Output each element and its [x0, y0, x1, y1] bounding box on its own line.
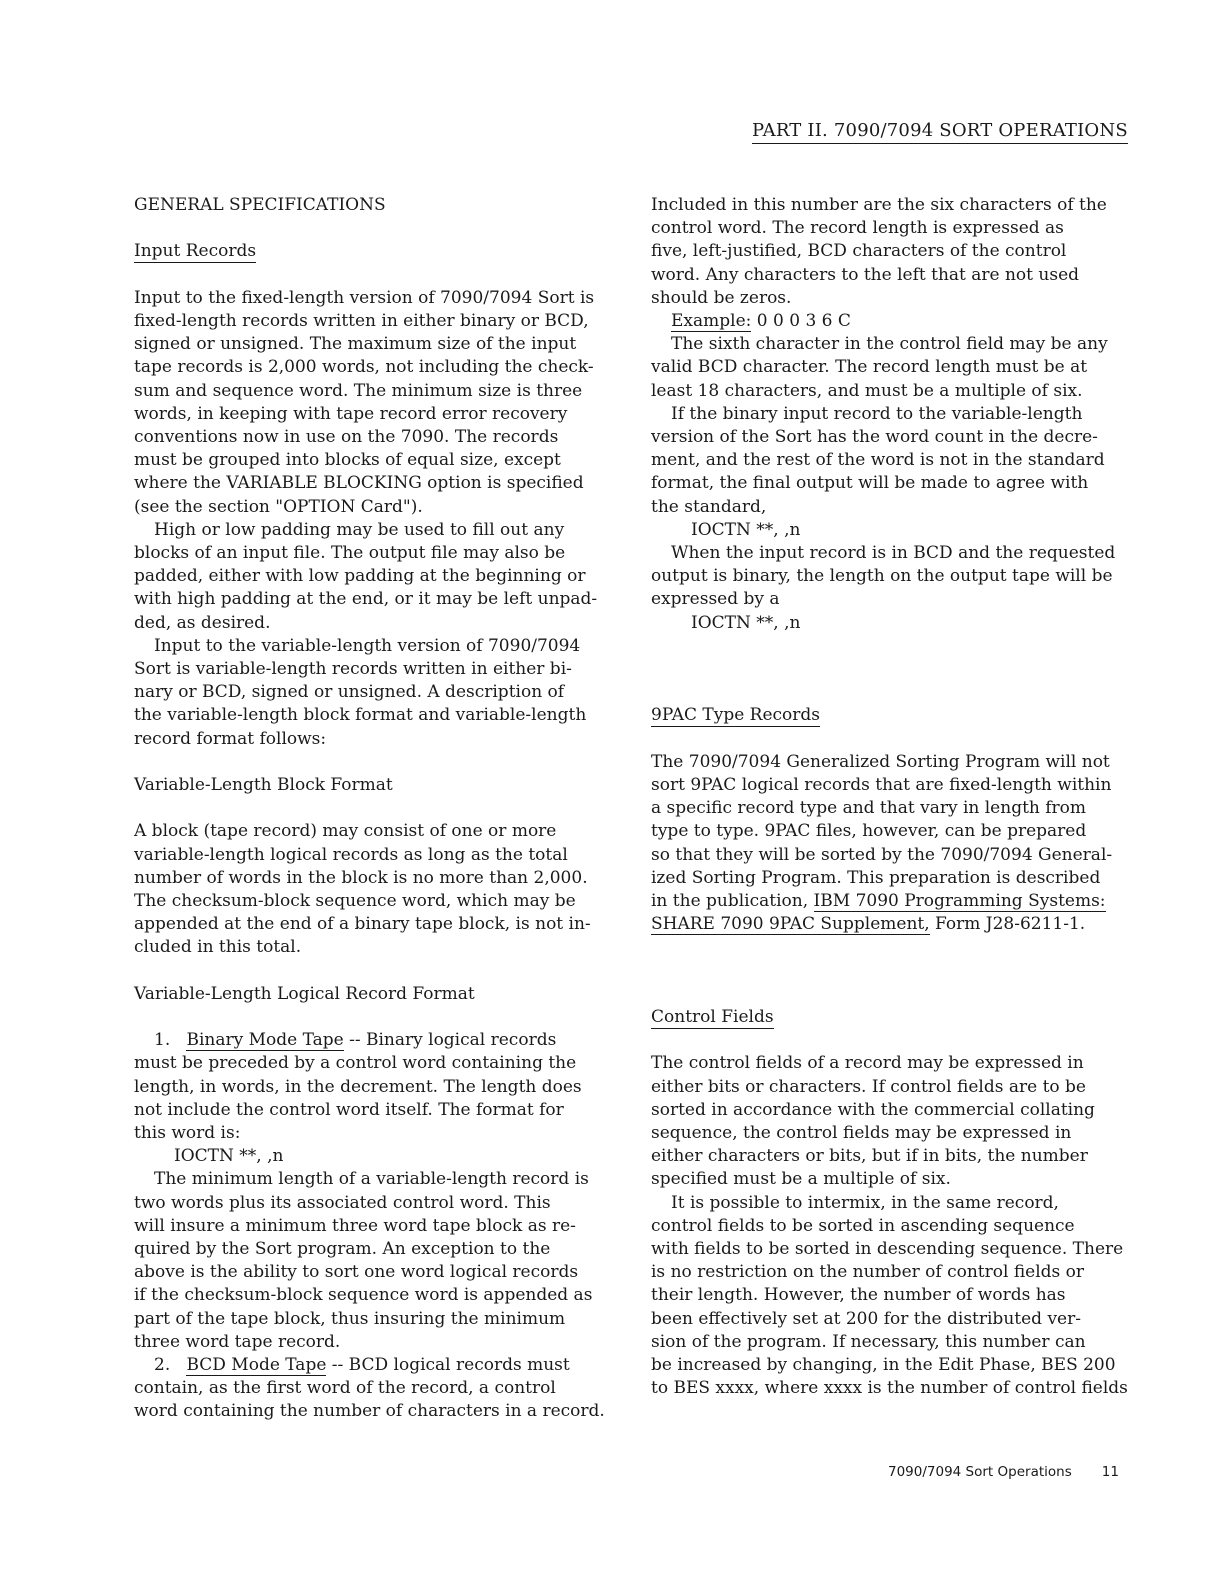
text-line: The checksum-block sequence word, which may be: [134, 891, 576, 912]
text-line: contain, as the first word of the record, a control: [134, 1378, 556, 1399]
list-item-binary-mode: [134, 1029, 614, 1354]
text-line: The 7090/7094 Generalized Sorting Program will not: [651, 751, 1110, 772]
text-line: sum and sequence word. The minimum size is three: [134, 380, 583, 401]
text-line: part of the tape block, thus insuring the minimum: [134, 1308, 566, 1329]
text-line: version of the Sort has the word count in the decre-: [651, 427, 1098, 448]
text-line: control fields to be sorted in ascending sequence: [651, 1215, 1075, 1236]
text-line: expressed by a: [651, 589, 780, 610]
text-line: a specific record type and that vary in length from: [651, 798, 1087, 819]
text-line: their length. However, the number of words has: [651, 1285, 1066, 1306]
left-column: [134, 194, 614, 1424]
page-number: 11: [1101, 1464, 1119, 1480]
text-fragment: in the publication,: [651, 891, 814, 912]
text-line: tape records is 2,000 words, not including the check-: [134, 357, 594, 378]
text-line: if the checksum-block sequence word is appended as: [134, 1285, 593, 1306]
text-line: conventions now in use on the 7090. The records: [134, 427, 559, 447]
text-line: [651, 890, 1131, 913]
text-line: with high padding at the end, or it may be left unpad-: [134, 589, 598, 610]
text-line: be increased by changing, in the Edit Phase, BES 200: [651, 1355, 1116, 1376]
9pac-type-records-heading: 9PAC Type Records: [651, 705, 821, 726]
text-line: this word is:: [134, 1123, 241, 1144]
text-line: High or low padding may be used to fill out any: [154, 519, 565, 540]
list-number: 2.: [154, 1355, 171, 1376]
text-line: If the binary input record to the variable-length: [671, 403, 1083, 424]
text-line: valid BCD character. The record length must be at: [651, 357, 1088, 378]
publication-title: IBM 7090 Programming Systems:: [813, 891, 1106, 912]
text-line: sorted in accordance with the commercial collating: [651, 1099, 1095, 1120]
text-line: cluded in this total.: [134, 937, 302, 958]
binary-mode-tape-title: Binary Mode Tape: [186, 1030, 344, 1051]
text-line: must be preceded by a control word containing the: [134, 1053, 577, 1074]
text-line: should be zeros.: [651, 287, 792, 308]
text-line: appended at the end of a binary tape block, is not in-: [134, 914, 591, 935]
paragraph-padding: [134, 519, 614, 635]
text-line: number of words in the block is no more than 2,000.: [134, 867, 588, 888]
text-line: been effectively set at 200 for the distributed ver-: [651, 1308, 1081, 1329]
text-line: The minimum length of a variable-length record is: [154, 1169, 589, 1190]
text-line: must be grouped into blocks of equal size, except: [134, 450, 561, 471]
text-line: Sort is variable-length records written in either bi-: [134, 659, 572, 680]
text-line: with fields to be sorted in descending sequence. There: [651, 1239, 1124, 1260]
text-line: five, left-justified, BCD characters of the control: [651, 241, 1067, 262]
text-line: least 18 characters, and must be a multiple of six.: [651, 380, 1083, 401]
text-fragment: -- Binary logical records: [343, 1030, 557, 1051]
text-line: variable-length logical records as long as the total: [134, 844, 568, 865]
example-line: [651, 310, 1131, 333]
example-value: 0 0 0 3 6 C: [751, 311, 851, 332]
text-line: the variable-length block format and variable-length: [134, 705, 587, 726]
text-line: words, in keeping with tape record error recovery: [134, 403, 568, 424]
paragraph-9pac: [651, 751, 1131, 937]
text-line: two words plus its associated control word. This: [134, 1192, 551, 1213]
text-line: Input to the variable-length version of 7090/7094: [154, 635, 581, 656]
code-line: IOCTN **, ,n: [174, 1146, 284, 1167]
text-line: three word tape record.: [134, 1331, 341, 1352]
part-header: PART II. 7090/7094 SORT OPERATIONS: [752, 120, 1128, 144]
text-line: so that they will be sorted by the 7090/7094 General-: [651, 844, 1113, 865]
page-footer: [888, 1464, 1119, 1480]
text-line: sequence, the control fields may be expressed in: [651, 1123, 1072, 1143]
text-line: blocks of an input file. The output file may also be: [134, 543, 566, 564]
paragraph-control-word: [651, 194, 1131, 635]
control-fields-heading: Control Fields: [651, 1007, 774, 1027]
text-line: fixed-length records written in either binary or BCD,: [134, 310, 589, 331]
text-line: record format follows:: [134, 728, 327, 749]
list-item-bcd-mode: [134, 1354, 614, 1424]
bcd-mode-tape-title: BCD Mode Tape: [186, 1355, 327, 1376]
publication-title: SHARE 7090 9PAC Supplement,: [651, 914, 930, 935]
publication-form: Form J28-6211-1.: [929, 914, 1086, 935]
text-line: [651, 913, 1131, 936]
text-line: control word. The record length is expressed as: [651, 218, 1064, 239]
text-line: specified must be a multiple of six.: [651, 1169, 951, 1190]
text-line: output is binary, the length on the output tape will be: [651, 566, 1113, 587]
list-number: 1.: [154, 1030, 171, 1051]
text-line: When the input record is in BCD and the requested: [671, 543, 1116, 564]
text-line: ment, and the rest of the word is not in the standard: [651, 450, 1105, 471]
text-line: above is the ability to sort one word logical records: [134, 1262, 579, 1283]
variable-length-logical-record-format-heading: Variable-Length Logical Record Format: [134, 983, 475, 1004]
text-line: Input to the fixed-length version of 7090/7094 Sort is: [134, 287, 595, 308]
text-fragment: -- BCD logical records must: [326, 1355, 570, 1376]
paragraph-control-fields: [651, 1052, 1131, 1400]
text-line: either characters or bits, but if in bits, the number: [651, 1146, 1088, 1167]
text-line: sion of the program. If necessary, this number can: [651, 1331, 1086, 1352]
code-line: IOCTN **, ,n: [691, 612, 801, 633]
text-line: either bits or characters. If control fields are to be: [651, 1076, 1086, 1097]
footer-label: 7090/7094 Sort Operations: [888, 1464, 1072, 1480]
text-line: ized Sorting Program. This preparation is described: [651, 867, 1101, 888]
text-line: (see the section "OPTION Card").: [134, 496, 423, 517]
text-line: format, the final output will be made to agree with: [651, 473, 1089, 494]
paragraph-fixed-length: [134, 287, 614, 519]
text-line: [134, 1354, 614, 1377]
text-line: signed or unsigned. The maximum size of the input: [134, 334, 577, 355]
input-records-heading: Input Records: [134, 241, 257, 262]
text-line: [134, 1029, 614, 1052]
text-line: The sixth character in the control field may be any: [671, 334, 1108, 355]
text-line: It is possible to intermix, in the same record,: [671, 1192, 1059, 1213]
code-line: IOCTN **, ,n: [691, 519, 801, 540]
text-line: word containing the number of characters in a record.: [134, 1401, 605, 1422]
text-line: The control fields of a record may be expressed in: [651, 1053, 1084, 1074]
text-line: Included in this number are the six characters of the: [651, 195, 1107, 215]
text-line: will insure a minimum three word tape block as re-: [134, 1215, 576, 1236]
text-line: ded, as desired.: [134, 612, 271, 633]
text-line: is no restriction on the number of control fields or: [651, 1262, 1085, 1283]
text-line: sort 9PAC logical records that are fixed-length within: [651, 775, 1112, 796]
example-label: Example:: [671, 311, 752, 332]
text-line: to BES xxxx, where xxxx is the number of control fields: [651, 1378, 1128, 1399]
text-line: padded, either with low padding at the beginning or: [134, 566, 586, 587]
text-line: A block (tape record) may consist of one or more: [134, 821, 557, 842]
variable-length-block-format-heading: Variable-Length Block Format: [134, 775, 393, 796]
text-line: type to type. 9PAC files, however, can be prepared: [651, 821, 1087, 842]
text-line: length, in words, in the decrement. The length does: [134, 1076, 582, 1097]
text-line: word. Any characters to the left that are not used: [651, 264, 1080, 285]
text-line: where the VARIABLE BLOCKING option is specified: [134, 473, 584, 494]
text-line: nary or BCD, signed or unsigned. A description of: [134, 682, 565, 703]
text-line: the standard,: [651, 496, 767, 517]
text-line: not include the control word itself. The format for: [134, 1099, 564, 1120]
text-line: quired by the Sort program. An exception to the: [134, 1239, 551, 1260]
paragraph-variable-length: [134, 635, 614, 751]
right-column: [651, 194, 1131, 1400]
paragraph-block: [134, 820, 614, 959]
general-specifications-heading: GENERAL SPECIFICATIONS: [134, 195, 386, 215]
